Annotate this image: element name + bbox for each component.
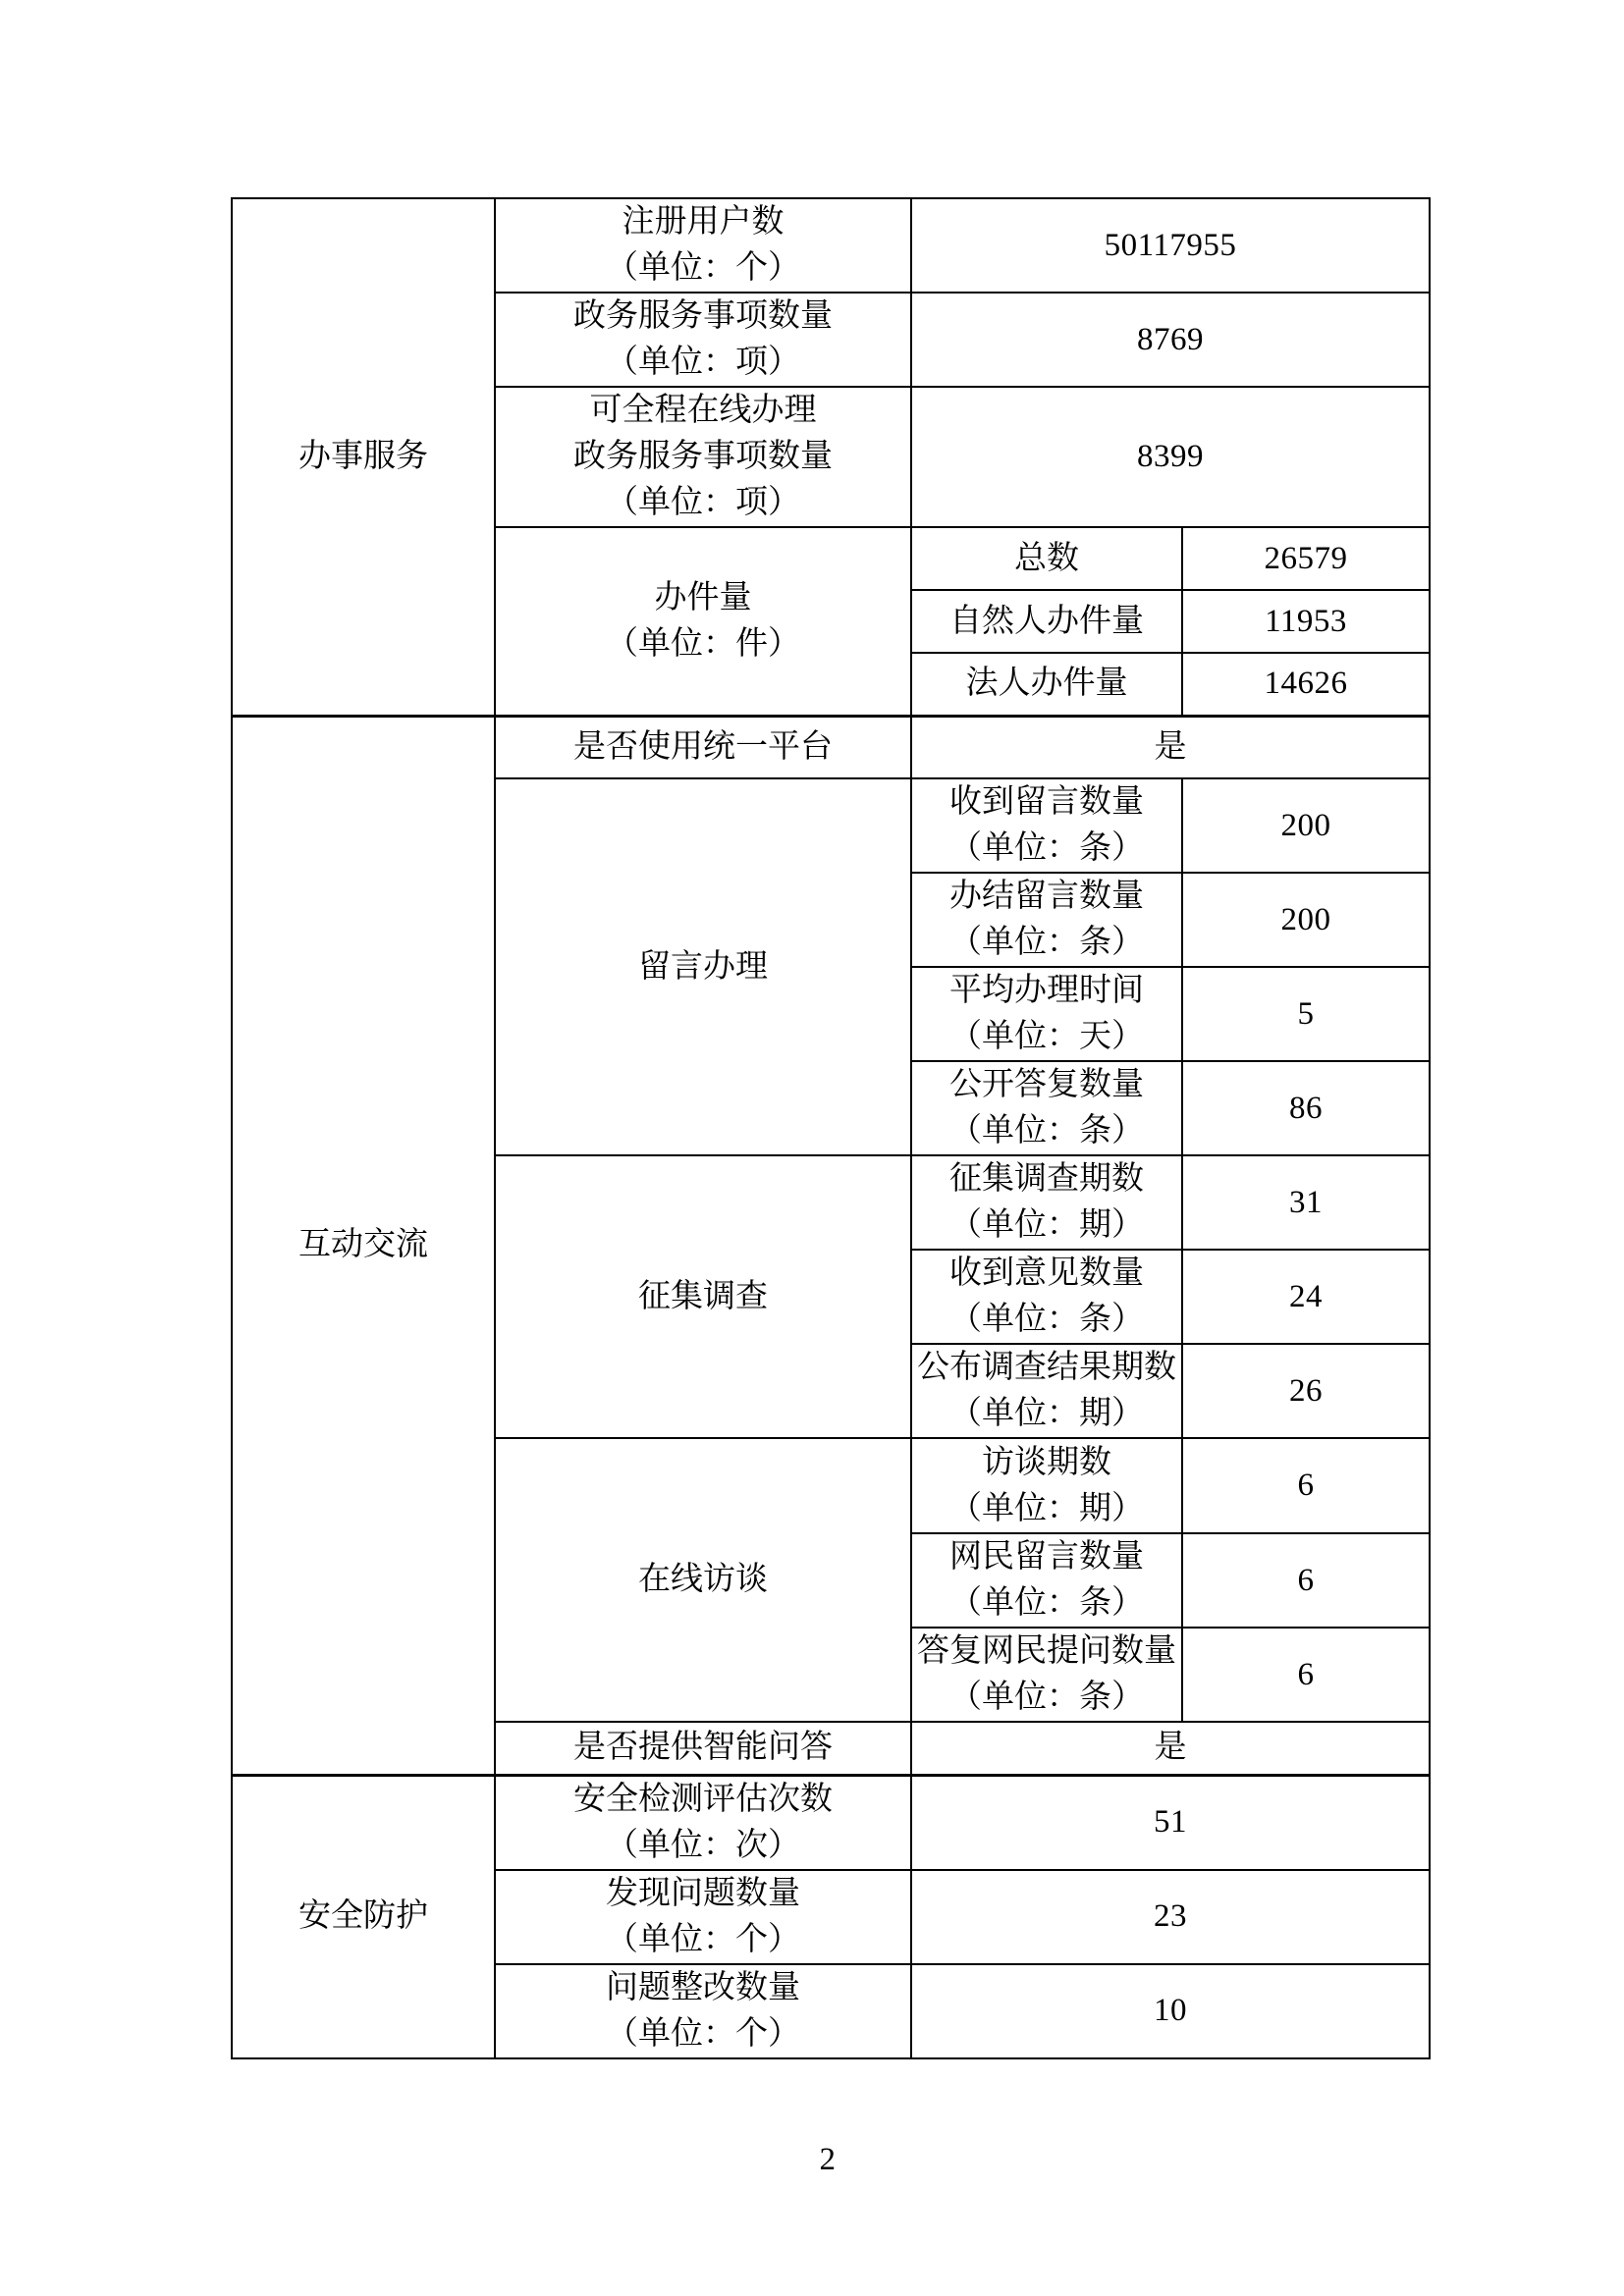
metric-label-line: 收到意见数量	[949, 1255, 1144, 1291]
metric-label-line: 访谈期数	[982, 1444, 1111, 1480]
metric-unit-line: （单位：个）	[606, 250, 800, 286]
metric-label-cell	[495, 198, 911, 293]
group-unit-line: （单位：件）	[606, 625, 800, 662]
submetric-label-cell: 自然人办件量	[911, 590, 1182, 653]
metric-value-cell: 31	[1182, 1155, 1430, 1250]
metric-value-cell: 200	[1182, 778, 1430, 873]
metric-value-cell: 是	[911, 1722, 1430, 1775]
metric-value-cell: 26	[1182, 1344, 1430, 1438]
table-row	[232, 716, 1430, 778]
submetric-label-cell	[911, 778, 1182, 873]
metric-label-cell	[495, 1964, 911, 2058]
submetric-label-cell	[911, 1533, 1182, 1628]
metric-value-cell: 8399	[911, 387, 1430, 527]
section-label-interaction: 互动交流	[232, 716, 495, 1775]
table-row	[232, 1775, 1430, 1870]
metric-label-line: 政务服务事项数量	[573, 439, 833, 474]
group-label-cell	[495, 527, 911, 716]
metric-label-line: 平均办理时间	[949, 973, 1144, 1008]
metric-value-cell: 86	[1182, 1061, 1430, 1155]
metric-label-line: 发现问题数量	[606, 1875, 800, 1911]
metric-label-line: 征集调查期数	[949, 1161, 1144, 1197]
metric-label-line: 问题整改数量	[606, 1969, 800, 2005]
metric-unit-line: （单位：条）	[949, 830, 1144, 866]
metric-unit-line: （单位：期）	[949, 1490, 1144, 1526]
metric-unit-line: （单位：个）	[606, 1921, 800, 1957]
metric-value-cell: 11953	[1182, 590, 1430, 653]
metric-label-line: 答复网民提问数量	[917, 1633, 1176, 1669]
metric-value-cell: 5	[1182, 967, 1430, 1061]
metric-value-cell: 24	[1182, 1250, 1430, 1344]
metric-value-cell: 23	[911, 1870, 1430, 1964]
metric-label-cell	[495, 387, 911, 527]
metric-value-cell: 10	[911, 1964, 1430, 2058]
metric-value-cell: 6	[1182, 1628, 1430, 1722]
metric-label-line: 网民留言数量	[949, 1539, 1144, 1575]
metric-unit-line: （单位：个）	[606, 2015, 800, 2052]
metric-label-line: 公开答复数量	[949, 1067, 1144, 1102]
metric-unit-line: （单位：条）	[949, 1302, 1144, 1337]
section-label-security: 安全防护	[232, 1775, 495, 2058]
metric-unit-line: （单位：条）	[949, 1113, 1144, 1148]
metric-label-cell: 是否使用统一平台	[495, 716, 911, 778]
metric-value-cell: 14626	[1182, 653, 1430, 716]
metric-value-cell: 是	[911, 716, 1430, 778]
metric-label-cell	[495, 293, 911, 387]
submetric-label-cell	[911, 1344, 1182, 1438]
group-label-cell: 征集调查	[495, 1155, 911, 1438]
metric-label-line: 政务服务事项数量	[573, 298, 833, 334]
metric-unit-line: （单位：天）	[949, 1019, 1144, 1054]
metric-unit-line: （单位：项）	[606, 485, 800, 520]
submetric-label-cell	[911, 873, 1182, 967]
metric-value-cell: 26579	[1182, 527, 1430, 590]
metric-unit-line: （单位：期）	[949, 1207, 1144, 1243]
metric-value-cell: 50117955	[911, 198, 1430, 293]
metric-label-cell: 是否提供智能问答	[495, 1722, 911, 1775]
page-number: 2	[819, 2142, 837, 2177]
metric-label-cell	[495, 1775, 911, 1870]
submetric-label-cell	[911, 1061, 1182, 1155]
metric-value-cell: 6	[1182, 1438, 1430, 1533]
metric-unit-line: （单位：次）	[606, 1827, 800, 1863]
metric-label-line: 可全程在线办理	[589, 393, 817, 428]
section-label-admin-services: 办事服务	[232, 198, 495, 716]
metric-value-cell: 8769	[911, 293, 1430, 387]
metric-label-line: 收到留言数量	[949, 784, 1144, 820]
metric-label-line: 安全检测评估次数	[573, 1781, 833, 1817]
metric-unit-line: （单位：条）	[949, 1680, 1144, 1715]
submetric-label-cell	[911, 967, 1182, 1061]
report-table	[231, 197, 1431, 2059]
submetric-label-cell	[911, 1250, 1182, 1344]
metric-label-line: 注册用户数	[622, 204, 785, 240]
metric-value-cell: 51	[911, 1775, 1430, 1870]
submetric-label-cell	[911, 1628, 1182, 1722]
metric-unit-line: （单位：条）	[949, 1585, 1144, 1621]
submetric-label-cell	[911, 1438, 1182, 1533]
submetric-label-cell: 总数	[911, 527, 1182, 590]
metric-unit-line: （单位：项）	[606, 345, 800, 380]
metric-value-cell: 6	[1182, 1533, 1430, 1628]
metric-label-cell	[495, 1870, 911, 1964]
submetric-label-cell: 法人办件量	[911, 653, 1182, 716]
metric-value-cell: 200	[1182, 873, 1430, 967]
metric-unit-line: （单位：条）	[949, 925, 1144, 960]
metric-unit-line: （单位：期）	[949, 1396, 1144, 1431]
metric-label-line: 办结留言数量	[949, 879, 1144, 914]
group-label-cell: 在线访谈	[495, 1438, 911, 1722]
group-label-line: 办件量	[654, 579, 752, 615]
submetric-label-cell	[911, 1155, 1182, 1250]
group-label-cell: 留言办理	[495, 778, 911, 1155]
metric-label-line: 公布调查结果期数	[917, 1350, 1176, 1385]
table-row	[232, 198, 1430, 293]
